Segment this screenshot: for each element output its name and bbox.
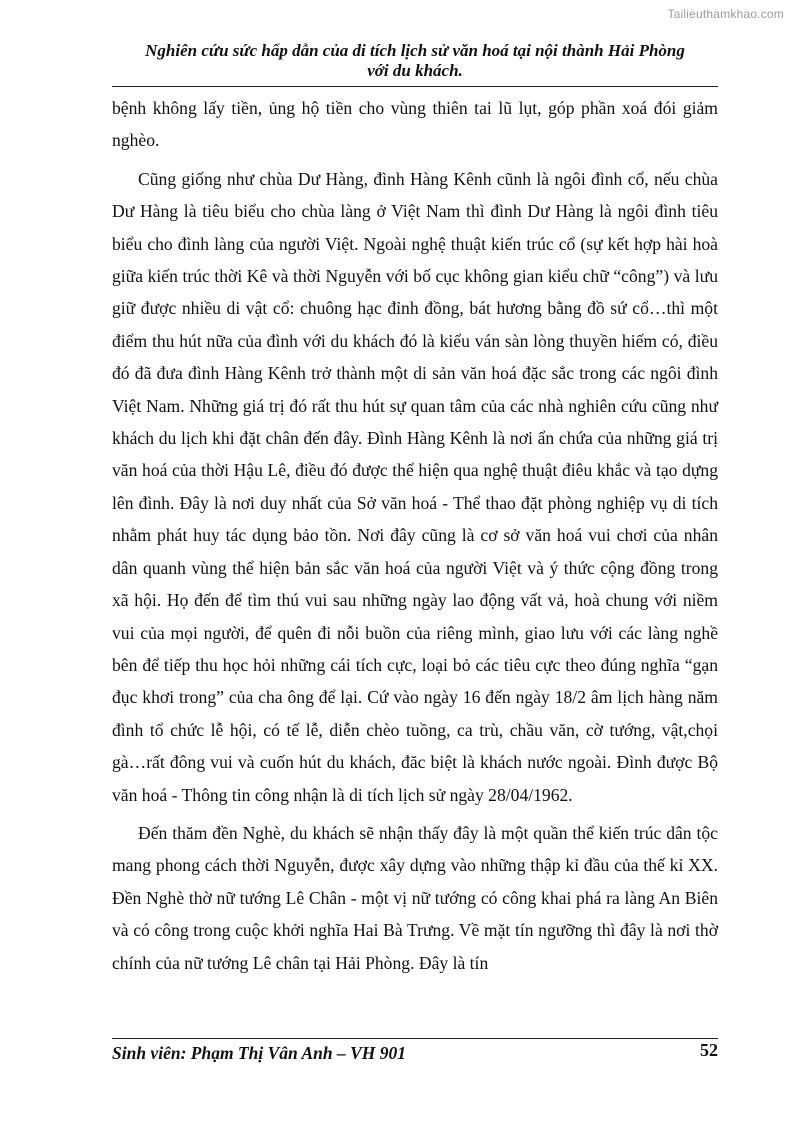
document-body bbox=[112, 92, 718, 985]
page-number: 52 bbox=[700, 1040, 718, 1060]
watermark-text: Tailieuthamkhao.com bbox=[667, 7, 784, 21]
paragraph-continuation: bệnh không lấy tiền, ủng hộ tiền cho vùng thiên tai lũ lụt, góp phần xoá đói giảm nghèo. bbox=[112, 98, 718, 151]
footer-author: Sinh viên: Phạm Thị Vân Anh – VH 901 bbox=[112, 1043, 407, 1063]
paragraph-dinh-hang-kenh: Cũng giống như chùa Dư Hàng, đình Hàng Kênh cũnh là ngôi đình cổ, nếu chùa Dư Hàng là tiêu biểu cho chùa làng ở Việt Nam thì đình Dư Hàng là ngôi đình tiêu biểu cho đình làng của người Việt. Ngoài nghệ thuật kiến trúc cổ (sự kết hợp hài hoà giữa kiến trúc thời Kê và thời Nguyễn với bố cục không gian kiểu chữ “công”) và lưu giữ được nhiều di vật cổ: chuông hạc đỉnh đồng, bát hương bằng đồ sứ cổ…thì một điểm thu hút nữa của đình với du khách đó là kiểu ván sàn lòng thuyền hiếm có, điều đó đã đưa đình Hàng Kênh trở thành một di sản văn hoá đặc sắc trong các ngôi đình Việt Nam. Những giá trị đó rất thu hút sự quan tâm của các nhà nghiên cứu cũng như khách du lịch khi đặt chân đến đây. Đình Hàng Kênh là nơi ẩn chứa của những giá trị văn hoá của thời Hậu Lê, điều đó được thể hiện qua nghệ thuật điêu khắc và tạo dựng lên đình. Đây là nơi duy nhất của Sở văn hoá - Thể thao đặt phòng nghiệp vụ di tích nhằm phát huy tác dụng bảo tồn. Nơi đây cũng là cơ sở văn hoá vui chơi của nhân dân quanh vùng thể hiện bản sắc văn hoá của người Việt và ý thức cộng đồng trong xã hội. Họ đến để tìm thú vui sau những ngày lao động vất vả, hoà chung với niềm vui của mọi người, để quên đi nỗi buồn của riêng mình, giao lưu với các làng nghề bên để tiếp thu học hỏi những cái tích cực, loại bỏ các tiêu cực theo đúng nghĩa “gạn đục khơi trong” của cha ông để lại. Cứ vào ngày 16 đến ngày 18/2 âm lịch hàng năm đình tổ chức lễ hội, có tế lễ, diễn chèo tuồng, ca trù, chầu văn, cờ tướng, vật,chọi gà…rất đông vui và cuốn hút du khách, đăc biệt là khách nước ngoài. Đình được Bộ văn hoá - Thông tin công nhận là di tích lịch sử ngày 28/04/1962. bbox=[112, 168, 718, 805]
header-title-line-2: với du khách. bbox=[367, 61, 463, 80]
footer-divider bbox=[112, 1038, 718, 1039]
page-header bbox=[112, 41, 718, 81]
paragraph-den-nghe: Đến thăm đền Nghè, du khách sẽ nhận thấy đây là một quần thể kiến trúc dân tộc mang phong cách thời Nguyễn, được xây dựng vào những thập kỉ đầu của thế kỉ XX. Đền Nghè thờ nữ tướng Lê Chân - một vị nữ tướng có công khai phá ra làng An Biên và có công trong cuộc khởi nghĩa Hai Bà Trưng. Về mặt tín ngưỡng thì đây là nơi thờ chính của nữ tướng Lê chân tại Hải Phòng. Đây là tín bbox=[112, 822, 718, 973]
header-title-line-1: Nghiên cứu sức hấp dẫn của di tích lịch sử văn hoá tại nội thành Hải Phòng bbox=[145, 41, 685, 60]
header-divider bbox=[112, 86, 718, 87]
